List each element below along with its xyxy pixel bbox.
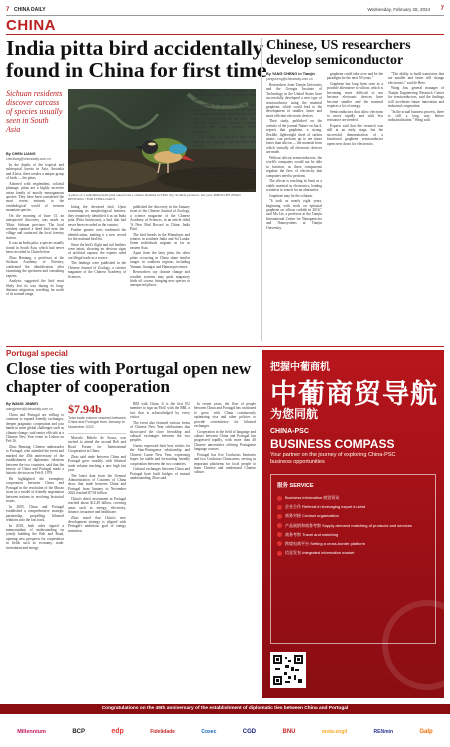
semi-paragraph: Researchers from Tianjin University and the Georgia Institute of Technology in the United States have successfully developed a new type of semiconductor using the material graphene, which could lead to the development of smaller, faster and more efficient electronic devices.	[266, 83, 322, 118]
bird-photo-caption: A photo of a sunbathing India pitta taken from a camera installed in Yibin city, Sichuan province, last year. PHOTO BY ZHAO RENTANG / FOR CHINA DAILY	[68, 193, 241, 201]
portugal-paragraph: In 2018, both sides signed a memorandum of understanding on jointly building the Belt and Road, opening new prospects for cooperation in fields such as economy, trade, investment and energy.	[6, 523, 64, 550]
ad-service-item	[277, 495, 429, 501]
ad-brand-title: BUSINESS COMPASS	[270, 437, 395, 451]
bird-subhead: Sichuan residents discover carcass of species usually seen in South Asia	[6, 89, 63, 134]
bird-email: chenliang@chinadaily.com.cn	[6, 157, 51, 161]
portugal-paragraph: China and Portugal are willing to continue to expand friendly exchanges, deepen pragmatic cooperation and join hands to meet global challenges such as climate change, said senior officials at a Chinese New Year event in Lisbon on Feb 16.	[6, 413, 64, 444]
bird-paragraph: Liao said that similar instances include the records of two lost birds, which arrived in Tibet in 2017.	[194, 149, 256, 163]
ad-services-label: 服务 SERVICE	[277, 483, 314, 489]
portugal-headline: Close ties with Portugal open new chapter of cooperation	[6, 359, 252, 396]
portugal-column-4	[194, 402, 256, 698]
bird-paragraph: While reasonable speculations may be made, the researchers said the true cause remains unknown, calling for further observation and monitoring.	[194, 164, 256, 182]
portugal-paragraph: The event also featured various forms of Chinese New Year celebrations that showcased the close friendship and cultural exchanges between the two peoples.	[130, 420, 190, 443]
bird-column-4	[130, 205, 190, 341]
bird-paragraph: Analysis suggested the bird most likely lost its way during its long-distance migration, traveling far north of its normal range.	[6, 279, 64, 297]
bird-column-1	[6, 163, 64, 341]
semi-paragraph: graphene could take over and be the paradigm for the next 50 years."	[327, 72, 383, 81]
semi-paragraph: "It took us nearly eight years, beginning with work on epitaxial graphene on silicon carbide in 2016," said Ma Lei, a professor at the Tianjin International Center for Nanoparticles and Nanosystems at Tianjin University.	[266, 199, 322, 230]
semi-byline: By YANG CHENG in Tianjin	[266, 72, 315, 76]
ad-service-text: 跨境电商平台 Setting a cross-border platform	[285, 540, 366, 546]
portugal-email: wangjinwei@chinadaily.com.cn	[6, 407, 53, 411]
portugal-top-rule	[6, 346, 444, 347]
portugal-paragraph: Cultural exchanges between China and Portugal have built bridges of mutual understanding, Zhao said.	[130, 467, 190, 481]
bullet-icon	[277, 532, 282, 537]
ad-service-item	[277, 513, 429, 519]
bird-paragraph: The findings were published in the Chinese Journal of Zoology, a science magazine of the Chinese Academy of Sciences.	[68, 261, 126, 279]
bird-paragraph: "The origins of this bird have truly piqued our curiosity," said professor and expert.	[194, 135, 256, 149]
page-number-right: 7	[440, 6, 444, 12]
portugal-paragraph: China's direct investment in Portugal reached about $12.49 billion, covering areas such as energy, electricity, finance, insurance and healthcare.	[68, 496, 126, 515]
bird-paragraph: Since the bird's flight and tail feathers were intact, showing no obvious signs of artificial capture, the experts ruled out illegal trade as a source.	[68, 242, 126, 260]
issue-date: Wednesday, February 28, 2024	[367, 7, 430, 12]
sponsor-logo: mota-engil	[321, 728, 348, 735]
semi-headline: Chinese, US researchers develop semiconductor	[266, 38, 411, 68]
footer-banner: Congratulations on the 45th anniversary of the establishment of diplomatic ties between China and Portugal	[0, 704, 450, 714]
ad-service-item	[277, 532, 429, 538]
ad-main-zh: 中葡商贸导航	[270, 379, 438, 409]
portugal-byline: By WANG JINWEI	[6, 402, 38, 406]
portugal-stat-caption: Total trade volume reached between China and Portugal from January to November 2023	[68, 416, 126, 429]
bird-paragraph: island. "It further emphasizes the unexpected nature of the discovery," Liao said.	[194, 89, 256, 102]
semi-paragraph: The silicon is reaching its limit as a viable material in electronics, leading scientists to search for an alternative.	[266, 179, 322, 192]
semi-column-2	[327, 72, 383, 341]
qr-code-icon[interactable]	[270, 652, 306, 688]
semi-paragraph: "The ability to build transistors that are smaller and faster will change electronics," said de Heer.	[388, 72, 444, 85]
bullet-icon	[277, 541, 282, 546]
ad-service-text: 企业合作 Referral in leveraging export in-kind	[285, 504, 366, 510]
portugal-section-label: Portugal special	[6, 349, 68, 358]
newspaper-logo: CHINA DAILY	[14, 7, 46, 13]
portugal-paragraph: Guests expressed their best wishes for the Sino-Portuguese relationship and Chinese Lunar New Year, expressing hopes for stable and forwarding friendly cooperation between the two countries.	[130, 444, 190, 466]
bullet-icon	[277, 523, 282, 528]
portugal-column-1	[6, 413, 64, 698]
stat-rule	[68, 433, 126, 434]
sponsor-logo: edp	[111, 728, 124, 735]
bird-paragraph: The bird breeds in the Himalayas and winters in southern India and Sri Lanka. Some individuals migrate as far as eastern Asia.	[130, 232, 190, 250]
portugal-paragraph: In recent years, the flow of people between China and Portugal has continued to grow, with China continuously optimizing visa and other policies to provide convenience for bilateral exchanges.	[194, 402, 256, 429]
bird-byline: By CHEN LIANG	[6, 152, 36, 156]
semi-column-3	[388, 72, 444, 341]
bird-headline: India pitta bird accidentally found in China for first time	[6, 36, 267, 82]
portugal-paragraph: In 2005, China and Portugal established a comprehensive strategic partnership, propelling bilateral relations into the fast track.	[6, 504, 64, 522]
ad-tagline: Your partner on the journey of exploring China-PSC business opportunities	[270, 452, 396, 465]
ad-brand: CHINA-PSC	[270, 428, 309, 435]
header-rule	[6, 15, 444, 16]
portugal-paragraph: BRI with China. It is the first EU member to sign an MoU with the BRI, a fact that is acknowledged by every visitor.	[130, 402, 190, 420]
portugal-paragraph: Zhao noted that China's new development strategy is aligned with Portugal's ambitious goal of energy transition.	[68, 515, 126, 533]
ad-service-text: Business information 商贸资讯	[285, 495, 340, 500]
sponsor-logo: CGD	[242, 728, 257, 735]
sponsor-logo: Galp	[419, 728, 433, 735]
portugal-column-3	[130, 402, 190, 698]
bird-paragraph: Apart from the fairy pitta, the other pittas occurring in China share similar ranges in southern regions, including Yunnan, Guangxi and Hainan provinces.	[130, 251, 190, 269]
semi-paragraph: Graphene may be the solution.	[269, 193, 314, 198]
qr-pattern	[273, 655, 303, 685]
advertisement[interactable]	[262, 350, 444, 698]
bullet-icon	[277, 551, 282, 556]
sponsor-logo: BNU	[282, 728, 296, 735]
portugal-stat-value: $7.94b	[68, 402, 102, 416]
portugal-paragraph: He highlighted the exemplary cooperation between China and Portugal in the resolution of the Macao issue as a model of friendly negotiation between nations in resolving historical issues.	[6, 477, 64, 504]
semi-paragraph: Experts said that the research was still at an early stage, but the successful demonstration of a functional graphene semiconductor opens new doors for electronics.	[327, 124, 383, 146]
portugal-column-2	[68, 436, 126, 698]
bird-paragraph: On the morning of June 13, an unexpected discovery was made in Yibin, Sichuan province. The local resident spotted a dead bird near the village and contacted the local forestry station.	[6, 213, 64, 240]
column-divider	[261, 38, 262, 341]
bullet-icon	[277, 514, 282, 519]
semi-paragraph: Without silicon semiconductors, the world's computers would not be able to function, as these components regulate the flow of electricity that computers need to perform.	[266, 155, 322, 178]
semi-email: yangcheng@chinadaily.com.cn	[266, 77, 313, 81]
bird-paragraph: biting the deceased bird. Upon examining its morphological features, they tentatively identified it as an India pitta (Pitta brachyura), a bird that had never been recorded in the country.	[68, 205, 126, 227]
bird-paragraph: In the depths of the tropical and subtropical forests in Asia, Australia and Africa, there resides a unique group of birds — the pittas.	[6, 163, 64, 181]
section-rule	[6, 34, 444, 35]
page-number: 7	[6, 7, 10, 13]
bird-paragraph: It was an India pitta, a species usually found in South Asia, which had never been recorded in China before.	[6, 241, 64, 255]
ad-service-text: 产品展销和商务考察 Supply-demand matching of products and services	[285, 522, 412, 528]
semi-paragraph: Semiconductors that allow electrons to move rapidly and with less resistance are needed.	[327, 109, 383, 123]
ad-sub-zh: 为您同航	[270, 407, 319, 421]
semi-paragraph: Graphene has long been seen as a possible alternative to silicon, which is becoming more difficult to use because electronic devices have become smaller and the material requires a lot of energy.	[327, 82, 383, 109]
bird-paragraph: According to the researcher, the India pitta is mainly distributed on the Indian subcontinent, ranging from Pakistan in the west to Bangladesh in the east. The distance between its nearest recorded location and Yibin exceeds 1,800 kilometers.	[194, 103, 256, 134]
portugal-paragraph: The latest data from the General Administration of Customs of China show that trade between China and Portugal from January to November 2023 reached $7.94 billion.	[68, 473, 126, 496]
semi-paragraph: Their study, published on the website of the journal Nature on Jan 4, reports that graphene, a strong, flexible, lightweight sheet of carbon atoms, can perform up to ten times faster than silicon — the material from which virtually all electronic devices are made.	[266, 119, 322, 155]
ad-service-text: 商务考察 Travel and matching	[285, 531, 339, 537]
portugal-paragraph: Portugal has five Confucius Institutes and two Confucius Classrooms, serving as important platforms for local people to learn Chinese and understand Chinese culture.	[194, 452, 256, 475]
sponsor-logo: RENmin	[373, 728, 393, 735]
ad-title-zh: 把握中葡商机	[270, 362, 330, 373]
sponsor-strip	[0, 716, 450, 747]
portugal-paragraph: Marcelo Rebelo de Sousa, was invited to attend the second Belt and Road Forum for International Cooperation in China.	[68, 436, 126, 454]
ad-service-item	[277, 541, 429, 547]
section-title: CHINA	[6, 17, 56, 34]
sponsor-logo: Millennium	[17, 728, 46, 735]
ad-service-item	[277, 550, 429, 556]
ad-service-item	[277, 504, 429, 510]
ad-service-text: 商务对接 Contact organization	[285, 513, 339, 519]
semi-column-1	[266, 83, 322, 341]
portugal-paragraph: Zhao Bentang, Chinese ambassador to Portugal, who attended the event and marked the 45th anniversary of the establishment of diplomatic relations between the two countries, said that the history of China and Portugal made a historic decision on Feb 8, 1979.	[6, 445, 64, 476]
bird-paragraph: Researchers say climate change and weather systems may push migratory birds off course, bringing new species to unexpected places.	[130, 270, 190, 288]
bird-column-5	[194, 89, 256, 341]
semi-paragraph: Wang Jun, general manager of Tianjin Engineering Research Center for semiconductors, said the findings will accelerate future innovation and industrial cooperation.	[388, 86, 444, 109]
bird-paragraph: Adorned with resplendent, colorful plumage, pittas are a highly secretive avian family of mostly monogamous species. They have been considered the most recent entrants to the ornithological world of western mountain species.	[6, 181, 64, 213]
bullet-icon	[277, 505, 282, 510]
bird-paragraph: Further genetic tests confirmed the identification, making it a new record for the national bird list.	[68, 228, 126, 242]
semi-paragraph: "In the actual business process, there is still a long way before industrialization," Wang said.	[388, 109, 444, 123]
sponsor-logo: Fidelidade	[150, 728, 175, 735]
ad-service-item	[277, 523, 429, 529]
bird-paragraph: published the discovery in the January issue of the Chinese Journal of Zoology, a science magazine of the Chinese Academy of Sciences, in an article titled 'A New Bird Record in China: India Pitta'.	[130, 205, 190, 232]
sponsor-logo: Cosec	[201, 728, 217, 735]
bird-paragraph: Zhao Rentang, a professor at the Sichuan Academy of Forestry, confirmed the identification after examining the specimen and consulting experts.	[6, 255, 64, 278]
sponsor-logo: BCP	[72, 728, 85, 735]
bird-column-3	[68, 205, 126, 341]
portugal-paragraph: Cooperation in the field of language and culture between China and Portugal has progressed rapidly, with more than 40 Chinese universities offering Portuguese language courses.	[194, 429, 256, 452]
portugal-paragraph: Zhao said trade between China and Portugal grew steadily, with bilateral trade volume reaching a new high last year.	[68, 454, 126, 473]
bullet-icon	[277, 496, 282, 501]
ad-service-text: 信息发布 Integrated information market	[285, 550, 355, 556]
